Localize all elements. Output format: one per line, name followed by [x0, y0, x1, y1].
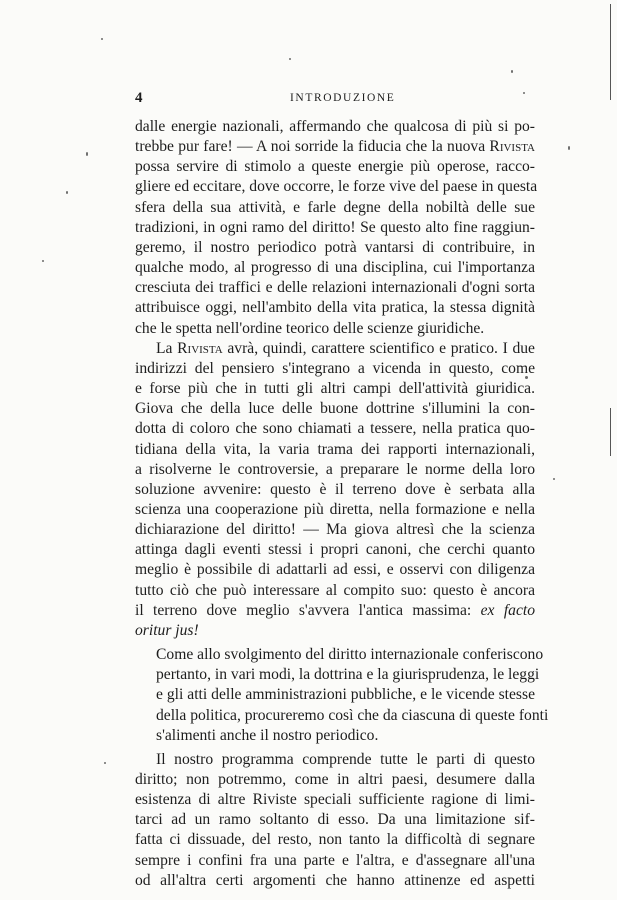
- edge-mark-middle: [610, 408, 612, 456]
- text-line: attribuisce oggi, nell'ambito della vita pratica, la stessa dignità: [135, 299, 535, 317]
- text-line: tidiana della vita, la varia trama dei rapporti internazionali,: [135, 440, 535, 458]
- text-line: geremo, il nostro periodico potrà vantarsi di contribuire, in: [135, 238, 535, 256]
- text-fragment: trebbe pur fare! — A noi sorride la fiducia che la nuova: [135, 138, 490, 156]
- text-line: Giova che della luce delle buone dottrine s'illumini la con-: [135, 400, 535, 418]
- text-line: diritto; non potremmo, come in altri paesi, desumere dalla: [135, 771, 535, 788]
- text-line: e gli atti delle amministrazioni pubbliche, e le vicende stesse: [156, 686, 535, 704]
- text-line: attinga dagli eventi stessi i propri canoni, che cerchi quanto: [135, 541, 535, 559]
- text-line: od all'altra certi argomenti che hanno attinenze ed aspetti: [135, 871, 535, 889]
- text-line: s'alimenti anche il nostro periodico.: [156, 726, 379, 744]
- rivista-word: Rivista: [489, 138, 535, 156]
- text-line: che le spetta nell'ordine teorico delle scienze giuridiche.: [135, 319, 485, 337]
- edge-mark-top: [610, 4, 612, 100]
- text-line: scienza una cooperazione più diretta, nella formazione e nella: [135, 500, 535, 518]
- text-line: tutto ciò che può interessare al compito suo: questo è ancora: [135, 581, 535, 599]
- text-line: sfera della sua attività, e farle degne della nobiltà delle sue: [135, 198, 535, 216]
- body-text: [135, 117, 549, 891]
- paragraph-1: [135, 117, 538, 339]
- text-line: tarci ad un ramo soltanto di esso. Da una limitazione sif-: [135, 811, 535, 829]
- text-line: Come allo svolgimento del diritto internazionale conferiscono: [156, 646, 544, 664]
- text-line: soluzione avvenire: questo è il terreno dove è serbata alla: [135, 480, 535, 498]
- text-line: cresciuta dei traffici e delle relazioni internazionali d'ogni sorta: [135, 279, 535, 297]
- text-line: a risolverne le controversie, a preparare le norme della loro: [135, 460, 535, 478]
- text-line: [135, 339, 535, 359]
- running-title: INTRODUZIONE: [290, 92, 396, 104]
- text-line: sempre i confini fra una parte e l'altra, e d'assegnare all'una: [135, 851, 535, 869]
- text-line: pertanto, in vari modi, la dottrina e la giurisprudenza, le leggi: [156, 666, 540, 684]
- text-line: [135, 137, 535, 157]
- text-line: qualche modo, al progresso di una disciplina, cui l'importanza: [135, 259, 535, 277]
- text-line: meglio è possibile di adattarli ad essi, e osservi con diligenza: [135, 561, 535, 579]
- text-line: esistenza di altre Riviste speciali sufficiente ragione di limi-: [135, 791, 535, 809]
- text-fragment: avrà, quindi, carattere scientifico e pratico. I due: [222, 339, 535, 357]
- latin-maxim: ex facto: [480, 601, 536, 619]
- page-number: 4: [135, 90, 143, 106]
- text-line: dalle energie nazionali, affermando che qualcosa di più si po-: [135, 118, 535, 135]
- text-line: gliere ed eccitare, dove occorre, le forze vive del paese in questa: [135, 178, 538, 196]
- text-line: indirizzi del pensiero s'integrano a vicenda in questo, come: [135, 359, 535, 377]
- text-line: dichiarazione del diritto! — Ma giova altresì che la scienza: [135, 521, 535, 539]
- paragraph-4: [135, 750, 535, 891]
- text-line: Il nostro programma comprende tutte le parti di questo: [156, 750, 535, 768]
- text-line: dotta di coloro che sono chiamati a tessere, nella pratica quo-: [135, 420, 535, 438]
- latin-maxim-continued: oritur jus!: [135, 621, 199, 639]
- text-fragment: il terreno dove meglio s'avvera l'antica massima:: [135, 601, 472, 619]
- text-line: tradizioni, in ogni ramo del diritto! Se questo alto fine raggiun-: [135, 218, 535, 236]
- text-line: della politica, procureremo così che da ciascuna di queste fonti: [156, 706, 549, 724]
- page-header: [135, 90, 535, 110]
- paragraph-3: [135, 645, 549, 746]
- text-line: e forse più che in tutti gli altri campi dell'attività giuridica.: [135, 380, 535, 398]
- text-line: fatta ci dissuade, del resto, non tanto la difficoltà di segnare: [135, 831, 535, 849]
- text-line: possa servire di stimolo a queste energie più operose, racco-: [135, 158, 535, 176]
- paragraph-2: [135, 339, 535, 641]
- text-line: [135, 601, 535, 621]
- rivista-word: Rivista: [177, 339, 223, 357]
- text-fragment: La: [156, 339, 178, 357]
